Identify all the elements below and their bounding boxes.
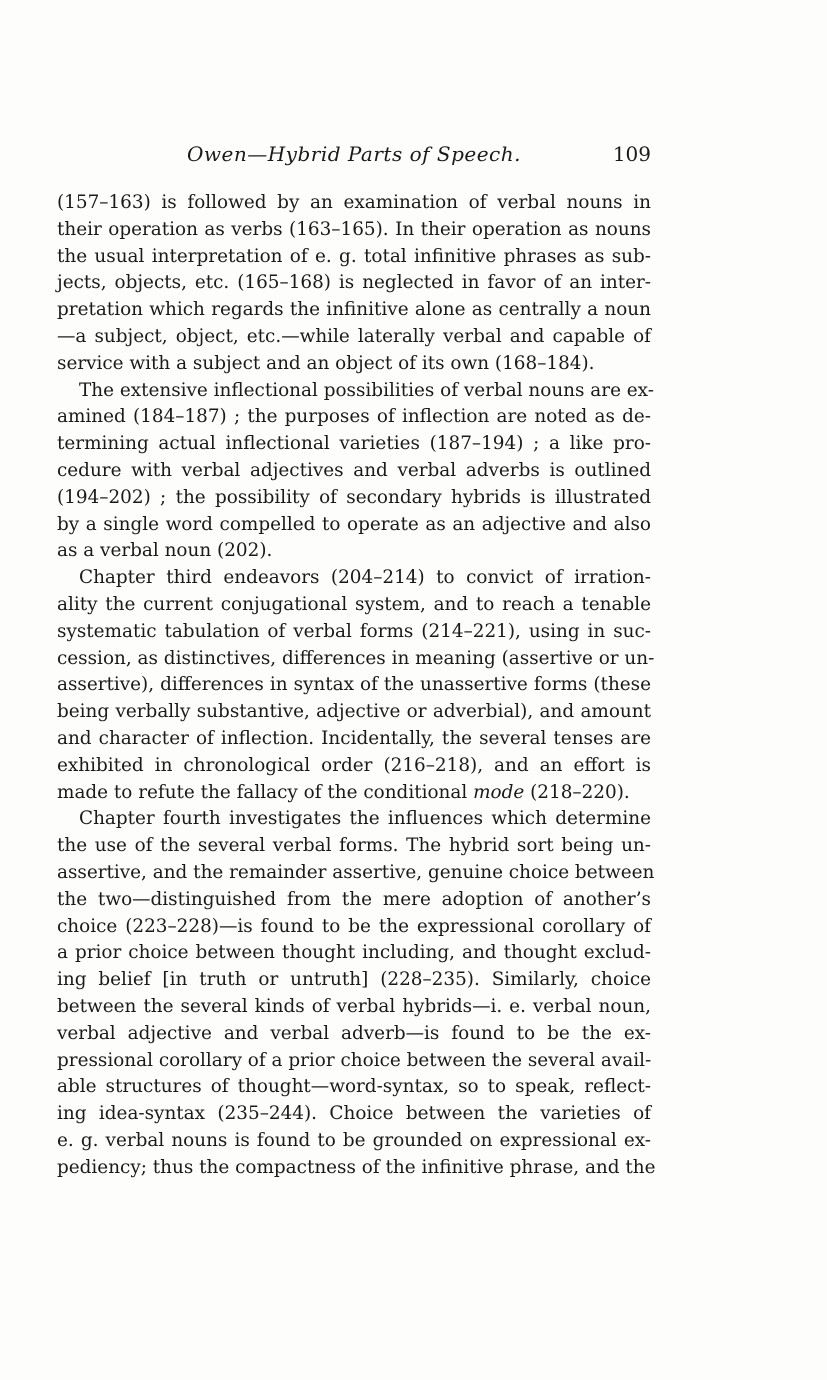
paragraph-3 xyxy=(57,565,655,806)
text-line: jects, objects, etc. (165–168) is neglected in favor of an inter- xyxy=(57,272,651,294)
running-title: Owen—Hybrid Parts of Speech. xyxy=(186,142,521,166)
running-head xyxy=(57,142,651,172)
body-text xyxy=(57,190,656,1181)
text-line: being verbally substantive, adjective or adverbial), and amount xyxy=(57,701,651,723)
text-line: between the several kinds of verbal hybrids—i. e. verbal noun, xyxy=(57,995,651,1017)
text-line: ing belief [in truth or untruth] (228–235). Similarly, choice xyxy=(57,969,651,991)
text-line: Chapter third endeavors (204–214) to convict of irration- xyxy=(79,567,651,589)
text-line: made to refute the fallacy of the conditional mode (218–220). xyxy=(57,781,630,803)
text-line: able structures of thought—word-syntax, so to speak, reflect- xyxy=(57,1076,651,1098)
text-line: amined (184–187) ; the purposes of inflection are noted as de- xyxy=(57,406,651,428)
text-line: —a subject, object, etc.—while laterally verbal and capable of xyxy=(57,325,651,347)
text-line: pressional corollary of a prior choice between the several avail- xyxy=(57,1049,652,1071)
text-line: assertive), differences in syntax of the unassertive forms (these xyxy=(57,674,651,696)
paragraph-2 xyxy=(57,378,654,566)
text-line: a prior choice between thought including, and thought exclud- xyxy=(57,942,651,964)
text-line: e. g. verbal nouns is found to be grounded on expressional ex- xyxy=(57,1129,651,1151)
text-line: cedure with verbal adjectives and verbal adverbs is outlined xyxy=(57,459,651,481)
paragraph-4 xyxy=(57,806,656,1181)
text-line: the use of the several verbal forms. The hybrid sort being un- xyxy=(57,835,651,857)
text-line: their operation as verbs (163–165). In their operation as nouns xyxy=(57,218,651,240)
text-line: systematic tabulation of verbal forms (214–221), using in suc- xyxy=(57,620,651,642)
paragraph-1 xyxy=(57,190,651,378)
text-line: the two—distinguished from the mere adoption of another’s xyxy=(57,888,651,910)
emphasis-mode: mode xyxy=(473,781,525,803)
text-line: ing idea-syntax (235–244). Choice between the varieties of xyxy=(57,1103,651,1125)
text-line: service with a subject and an object of its own (168–184). xyxy=(57,352,595,374)
text-line: assertive, and the remainder assertive, genuine choice between xyxy=(57,861,655,883)
text-line: as a verbal noun (202). xyxy=(57,540,273,562)
text-line: The extensive inflectional possibilities of verbal nouns are ex- xyxy=(79,379,654,401)
text-line: termining actual inflectional varieties (187–194) ; a like pro- xyxy=(57,433,651,455)
text-line: (157–163) is followed by an examination of verbal nouns in xyxy=(57,192,651,213)
text-line: (194–202) ; the possibility of secondary hybrids is illustrated xyxy=(57,486,651,508)
text-line: ality the current conjugational system, and to reach a tenable xyxy=(57,593,651,615)
text-line: the usual interpretation of e. g. total infinitive phrases as sub- xyxy=(57,245,651,267)
text-line: Chapter fourth investigates the influences which determine xyxy=(79,808,651,830)
text-line: by a single word compelled to operate as an adjective and also xyxy=(57,513,651,535)
text-line: exhibited in chronological order (216–218), and an effort is xyxy=(57,754,651,776)
page-number: 109 xyxy=(612,142,651,166)
text-line: and character of inflection. Incidentally, the several tenses are xyxy=(57,727,651,749)
text-line: pretation which regards the infinitive alone as centrally a noun xyxy=(57,299,651,321)
text-line: cession, as distinctives, differences in meaning (assertive or un- xyxy=(57,647,655,669)
text-line: choice (223–228)—is found to be the expressional corollary of xyxy=(57,915,651,937)
text-line: pediency; thus the compactness of the infinitive phrase, and the xyxy=(57,1156,656,1178)
text-line: verbal adjective and verbal adverb—is found to be the ex- xyxy=(57,1022,651,1044)
